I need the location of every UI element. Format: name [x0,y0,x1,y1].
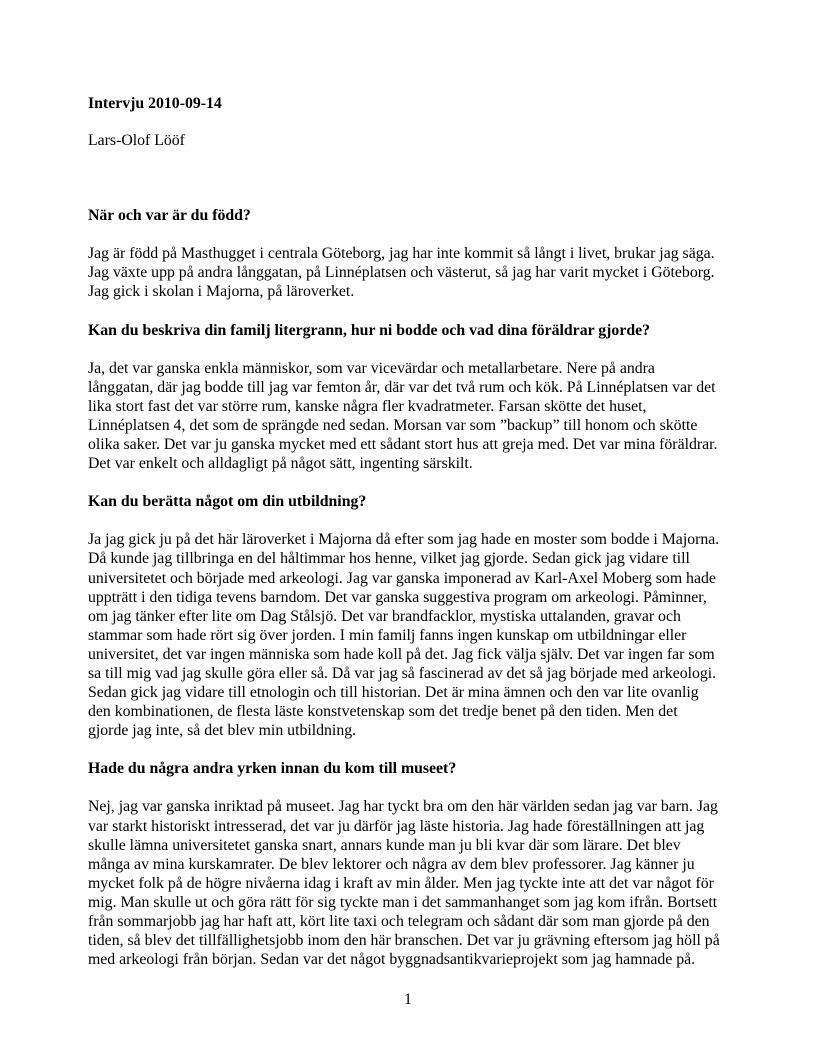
answer-line: Ja, det var ganska enkla människor, som var vicevärdar och metallarbetare. Nere på andra [88,359,655,377]
section-gap [88,740,728,759]
document-body [88,94,728,969]
answer-line: lika stort fast det var större rum, kanske några fler kvadratmeter. Farsan skötte det huset, [88,397,647,415]
answer-line: universitet, det var ingen människa som hade koll på det. Jag fick välja själv. Det var ingen far som [88,645,715,663]
answer-line: Då kunde jag tillbringa en del håltimmar hos henne, vilket jag gjorde. Sedan gick jag vidare till [88,550,690,568]
answer-line: med arkeologi från början. Sedan var det något byggnadsantikvarieprojekt som jag hamnade på. [88,951,696,969]
answer-line: tiden, så blev det tillfällighetsjobb inom den här branschen. Det var ju grävning eftersom jag höll på [88,932,720,950]
answer-line: olika saker. Det var ju ganska mycket med ett sådant stort hus att greja med. Det var mina föräldrar. [88,436,718,454]
answer-line: gjorde jag inte, så det blev min utbildning. [88,722,357,740]
interview-question: När och var är du född? [88,207,251,225]
interview-answer [88,530,728,740]
answer-line: långgatan, där jag bodde till jag var femton år, där var det två rum och kök. På Linnéplatsen var det [88,378,716,396]
section-gap [88,302,728,321]
answer-line: Linnéplatsen 4, det som de sprängde ned sedan. Morsan var som ”backup” till honom och skötte [88,416,698,434]
answer-line: Jag gick i skolan i Majorna, på läroverket. [88,283,355,301]
answer-line: den kombinationen, de flesta läste konstvetenskap som det tredje benet på den tiden. Men det [88,703,678,721]
answer-line: från sommarjobb jag har haft att, kört lite taxi och telegram och sådant där som man gjorde på den [88,913,710,930]
answer-line: mycket folk på de högre nivåerna idag i kraft av min ålder. Men jag tyckte inte att det var något för [88,874,714,892]
answer-line: Ja jag gick ju på det här läroverket i Majorna då efter som jag hade en moster som bodde i Majorna. [88,531,720,549]
answer-line: Jag är född på Masthugget i centrala Göteborg, jag har inte kommit så långt i livet, brukar jag säga. [88,245,715,263]
answer-line: många av mina kurskamrater. De blev lektorer och några av dem blev professorer. Jag känner ju [88,855,695,873]
interviewee-name: Lars-Olof Lööf [88,132,185,150]
answer-line: Jag växte upp på andra långgatan, på Linnéplatsen och västerut, så jag har varit mycket i Göteborg. [88,264,715,282]
answer-line: Sedan gick jag vidare till etnologin och till historian. Det är mina ämnen och den var lite ovanlig [88,684,699,702]
document-title: Intervju 2010-09-14 [88,95,222,112]
interview-answer [88,359,728,474]
page-number: 1 [404,991,412,1008]
answer-line: uppträtt i den tidiga tevens barndom. Det var ganska suggestiva program om arkeologi. Påminner, [88,588,707,606]
spacer [88,150,728,206]
answer-line: Nej, jag var ganska inriktad på museet. Jag har tyckt bra om den här världen sedan jag var barn. Jag [88,798,718,816]
answer-line: om jag tänker efter lite om Dag Stålsjö. Det var brandfacklor, mystiska uttalanden, gravar och [88,607,681,625]
answer-line: universitetet och började med arkeologi. Jag var ganska imponerad av Karl-Axel Moberg som hade [88,569,716,587]
interview-question: Kan du berätta något om din utbildning? [88,493,367,511]
interview-answer [88,797,728,969]
answer-line: mig. Man skulle ut och göra rätt för sig tyckte man i det sammanhanget som jag kom ifrån. Bortsett [88,893,718,911]
interview-sections [88,206,728,969]
interview-answer [88,244,728,301]
interview-question: Hade du några andra yrken innan du kom till museet? [88,760,457,778]
answer-line: stammar som hade rört sig över jorden. I min familj fanns ingen kunskap om utbildningar eller [88,626,687,644]
answer-line: var starkt historiskt intresserad, det var ju därför jag läste historia. Jag hade föreställningen att jag [88,817,705,835]
interview-question: Kan du beskriva din familj litergrann, hur ni bodde och vad dina föräldrar gjorde? [88,321,651,339]
answer-line: sa till mig vad jag skulle göra eller så. Då var jag så fascinerad av det så jag började med arkeologi. [88,664,717,682]
section-gap [88,473,728,492]
answer-line: skulle lämna universitetet ganska snart, annars kunde man ju bli kvar där som lärare. Det blev [88,836,681,854]
answer-line: Det var enkelt och alldagligt på något sätt, ingenting särskilt. [88,455,473,473]
